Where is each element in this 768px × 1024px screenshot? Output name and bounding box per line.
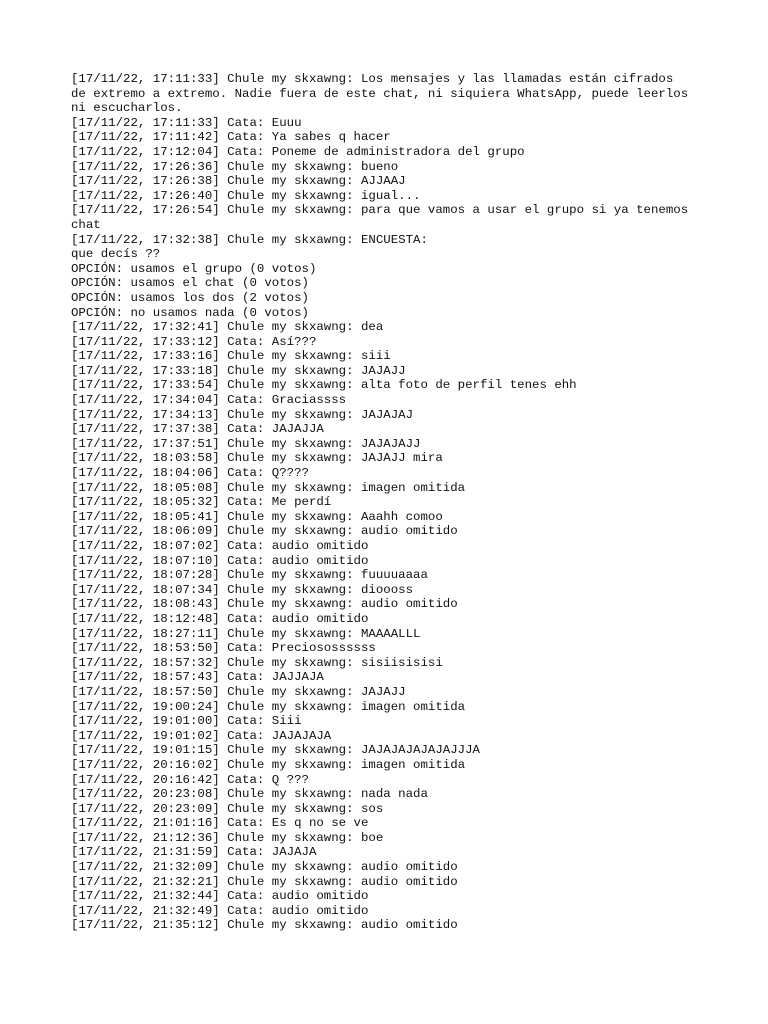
transcript-line: [17/11/22, 18:07:34] Chule my skxawng: dioooss xyxy=(71,582,414,597)
transcript-line: [17/11/22, 17:33:54] Chule my skxawng: alta foto de perfil tenes ehh xyxy=(71,378,577,393)
transcript-line: [17/11/22, 18:05:08] Chule my skxawng: imagen omitida xyxy=(71,480,466,495)
transcript-line: [17/11/22, 21:01:16] Cata: Es q no se ve xyxy=(71,816,369,831)
transcript-line: [17/11/22, 18:03:58] Chule my skxawng: JAJAJJ mira xyxy=(71,451,443,466)
transcript-line: [17/11/22, 19:00:24] Chule my skxawng: imagen omitida xyxy=(71,699,466,714)
transcript-line: [17/11/22, 17:34:04] Cata: Graciassss xyxy=(71,393,347,408)
transcript-line: [17/11/22, 18:07:10] Cata: audio omitido xyxy=(71,553,369,568)
transcript-line: [17/11/22, 17:32:38] Chule my skxawng: ENCUESTA: xyxy=(71,232,428,247)
transcript-line: [17/11/22, 18:05:41] Chule my skxawng: Aaahh comoo xyxy=(71,509,443,524)
transcript-line: que decís ?? xyxy=(71,247,161,262)
transcript-line: [17/11/22, 17:11:33] Cata: Euuu xyxy=(71,115,302,130)
transcript-line: OPCIÓN: usamos el chat (0 votos) xyxy=(71,276,309,291)
transcript-line: [17/11/22, 21:12:36] Chule my skxawng: boe xyxy=(71,830,384,845)
transcript-line: [17/11/22, 21:32:21] Chule my skxawng: audio omitido xyxy=(71,874,458,889)
transcript-line: [17/11/22, 18:57:32] Chule my skxawng: sisiisisisi xyxy=(71,655,443,670)
transcript-line: [17/11/22, 17:32:41] Chule my skxawng: dea xyxy=(71,320,384,335)
transcript-line: [17/11/22, 18:53:50] Cata: Preciosossssss xyxy=(71,641,376,656)
transcript-line: OPCIÓN: usamos los dos (2 votos) xyxy=(71,290,309,305)
transcript-line: [17/11/22, 17:26:40] Chule my skxawng: igual... xyxy=(71,188,421,203)
transcript-line: [17/11/22, 17:26:38] Chule my skxawng: AJJAAJ xyxy=(71,174,406,189)
transcript-line: [17/11/22, 19:01:02] Cata: JAJAJAJA xyxy=(71,728,332,743)
transcript-line: [17/11/22, 18:06:09] Chule my skxawng: audio omitido xyxy=(71,524,458,539)
transcript-line: [17/11/22, 20:23:08] Chule my skxawng: nada nada xyxy=(71,787,428,802)
transcript-line: [17/11/22, 19:01:00] Cata: Siii xyxy=(71,714,302,729)
transcript-line: [17/11/22, 17:34:13] Chule my skxawng: JAJAJAJ xyxy=(71,407,414,422)
transcript-line: [17/11/22, 21:35:12] Chule my skxawng: audio omitido xyxy=(71,918,458,933)
transcript-line: [17/11/22, 17:11:42] Cata: Ya sabes q hacer xyxy=(71,130,391,145)
transcript-line: de extremo a extremo. Nadie fuera de este chat, ni siquiera WhatsApp, puede leerlos xyxy=(71,86,689,101)
transcript-line: [17/11/22, 21:32:49] Cata: audio omitido xyxy=(71,903,369,918)
transcript-line: [17/11/22, 18:27:11] Chule my skxawng: MAAAALLL xyxy=(71,626,421,641)
transcript-line: [17/11/22, 17:12:04] Cata: Poneme de administradora del grupo xyxy=(71,144,525,159)
transcript-line: OPCIÓN: usamos el grupo (0 votos) xyxy=(71,261,317,276)
transcript-line: [17/11/22, 17:26:54] Chule my skxawng: para que vamos a usar el grupo si ya tenemos xyxy=(71,203,689,218)
transcript-line: [17/11/22, 18:08:43] Chule my skxawng: audio omitido xyxy=(71,597,458,612)
transcript-line: [17/11/22, 18:07:02] Cata: audio omitido xyxy=(71,539,369,553)
transcript-line: [17/11/22, 17:33:18] Chule my skxawng: JAJAJJ xyxy=(71,363,406,378)
transcript-line: [17/11/22, 21:31:59] Cata: JAJAJA xyxy=(71,845,317,860)
transcript-line: [17/11/22, 17:26:36] Chule my skxawng: bueno xyxy=(71,159,399,174)
transcript-line: [17/11/22, 21:32:44] Cata: audio omitido xyxy=(71,889,369,904)
transcript-line: [17/11/22, 18:07:28] Chule my skxawng: fuuuuaaaa xyxy=(71,568,428,583)
transcript-line: [17/11/22, 18:04:06] Cata: Q???? xyxy=(71,466,309,481)
transcript-line: [17/11/22, 17:37:51] Chule my skxawng: JAJAJAJJ xyxy=(71,436,421,451)
transcript-line: [17/11/22, 17:11:33] Chule my skxawng: Los mensajes y las llamadas están cifrados xyxy=(71,72,674,86)
transcript-line: [17/11/22, 19:01:15] Chule my skxawng: JAJAJAJAJAJAJJJA xyxy=(71,743,480,758)
transcript-line: [17/11/22, 17:37:38] Cata: JAJAJJA xyxy=(71,422,324,437)
transcript-line: [17/11/22, 18:57:50] Chule my skxawng: JAJAJJ xyxy=(71,684,406,699)
transcript-line: [17/11/22, 18:05:32] Cata: Me perdí xyxy=(71,495,332,510)
transcript-line: chat xyxy=(71,217,101,232)
transcript-line: [17/11/22, 20:16:02] Chule my skxawng: imagen omitida xyxy=(71,757,466,772)
transcript-line: [17/11/22, 18:57:43] Cata: JAJJAJA xyxy=(71,670,324,685)
transcript-line: [17/11/22, 21:32:09] Chule my skxawng: audio omitido xyxy=(71,860,458,875)
transcript-line: [17/11/22, 17:33:16] Chule my skxawng: siii xyxy=(71,349,391,364)
transcript-line: [17/11/22, 18:12:48] Cata: audio omitido xyxy=(71,611,369,626)
transcript-line: [17/11/22, 20:23:09] Chule my skxawng: sos xyxy=(71,801,384,816)
transcript-line: ni escucharlos. xyxy=(71,101,183,116)
transcript-line: [17/11/22, 17:33:12] Cata: Así??? xyxy=(71,334,317,349)
chat-transcript xyxy=(71,72,711,933)
transcript-line: [17/11/22, 20:16:42] Cata: Q ??? xyxy=(71,772,309,787)
transcript-line: OPCIÓN: no usamos nada (0 votos) xyxy=(71,305,309,320)
